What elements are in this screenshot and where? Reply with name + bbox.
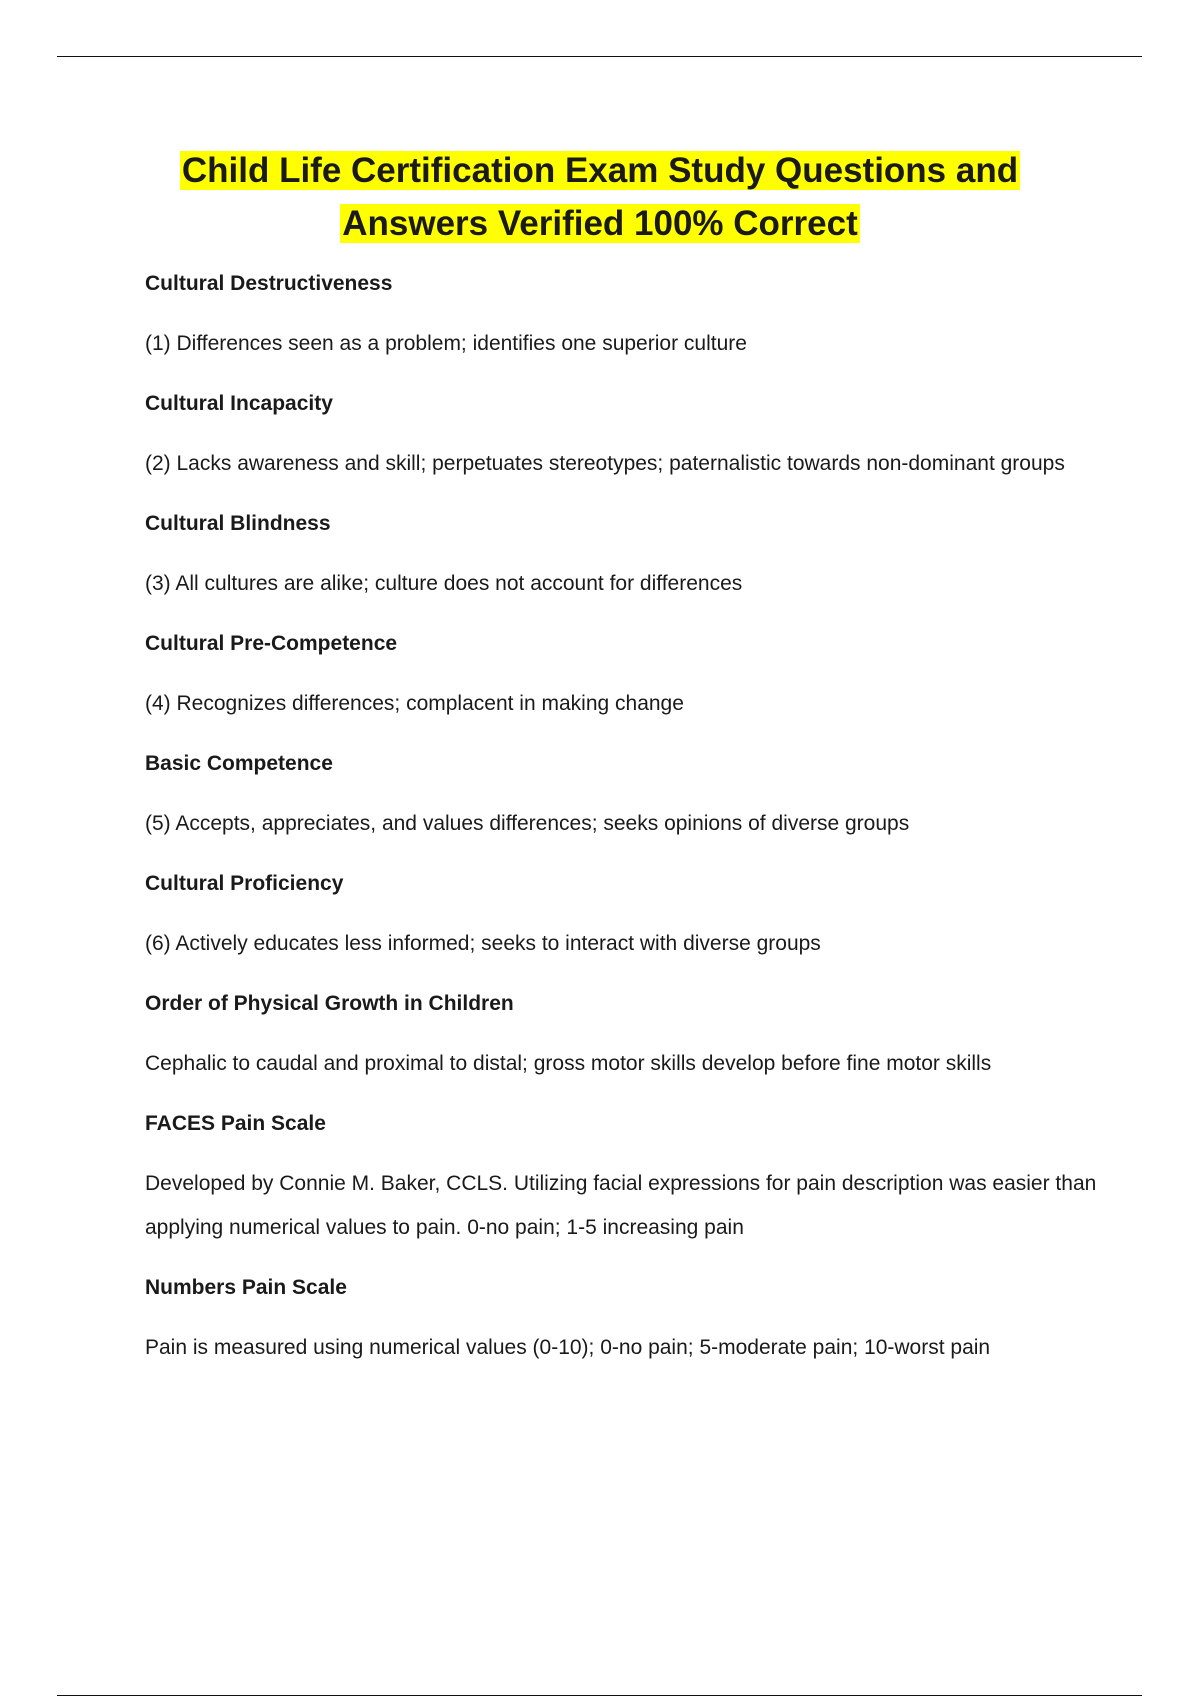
entry-term: Cultural Proficiency (145, 872, 344, 895)
entry-definition: Developed by Connie M. Baker, CCLS. Utilizing facial expressions for pain description was easier than applying numerical values to pain. 0-no pain; 1-5 increasing pain (145, 1172, 1097, 1239)
entry-term: Cultural Pre-Competence (145, 632, 398, 655)
entry-definition: Cephalic to caudal and proximal to distal; gross motor skills develop before fine motor skills (145, 1052, 992, 1075)
entry-definition: (3) All cultures are alike; culture does not account for differences (145, 572, 743, 595)
entry-definition: (6) Actively educates less informed; seeks to interact with diverse groups (145, 932, 821, 955)
entry-term: Cultural Blindness (145, 512, 331, 535)
title-line-1: Child Life Certification Exam Study Questions and (181, 151, 1019, 190)
bottom-divider (57, 1695, 1142, 1696)
entry-term: Cultural Destructiveness (145, 272, 393, 295)
entry-definition: Pain is measured using numerical values (0-10); 0-no pain; 5-moderate pain; 10-worst pain (145, 1336, 991, 1359)
entry-term: Cultural Incapacity (145, 392, 333, 415)
entry-definition: (4) Recognizes differences; complacent in making change (145, 692, 684, 715)
title-line-2: Answers Verified 100% Correct (342, 204, 858, 243)
entry-definition: (1) Differences seen as a problem; identifies one superior culture (145, 332, 747, 355)
entry-term: Order of Physical Growth in Children (145, 992, 514, 1015)
top-divider (57, 56, 1142, 57)
entry-term: Basic Competence (145, 752, 333, 775)
entry-term: Numbers Pain Scale (145, 1276, 347, 1299)
document-title (0, 144, 1200, 250)
entry-definition: (2) Lacks awareness and skill; perpetuates stereotypes; paternalistic towards non-dominant groups (145, 452, 1065, 475)
entry-definition: (5) Accepts, appreciates, and values differences; seeks opinions of diverse groups (145, 812, 910, 835)
study-entries (145, 262, 1105, 1386)
entry-term: FACES Pain Scale (145, 1112, 326, 1135)
